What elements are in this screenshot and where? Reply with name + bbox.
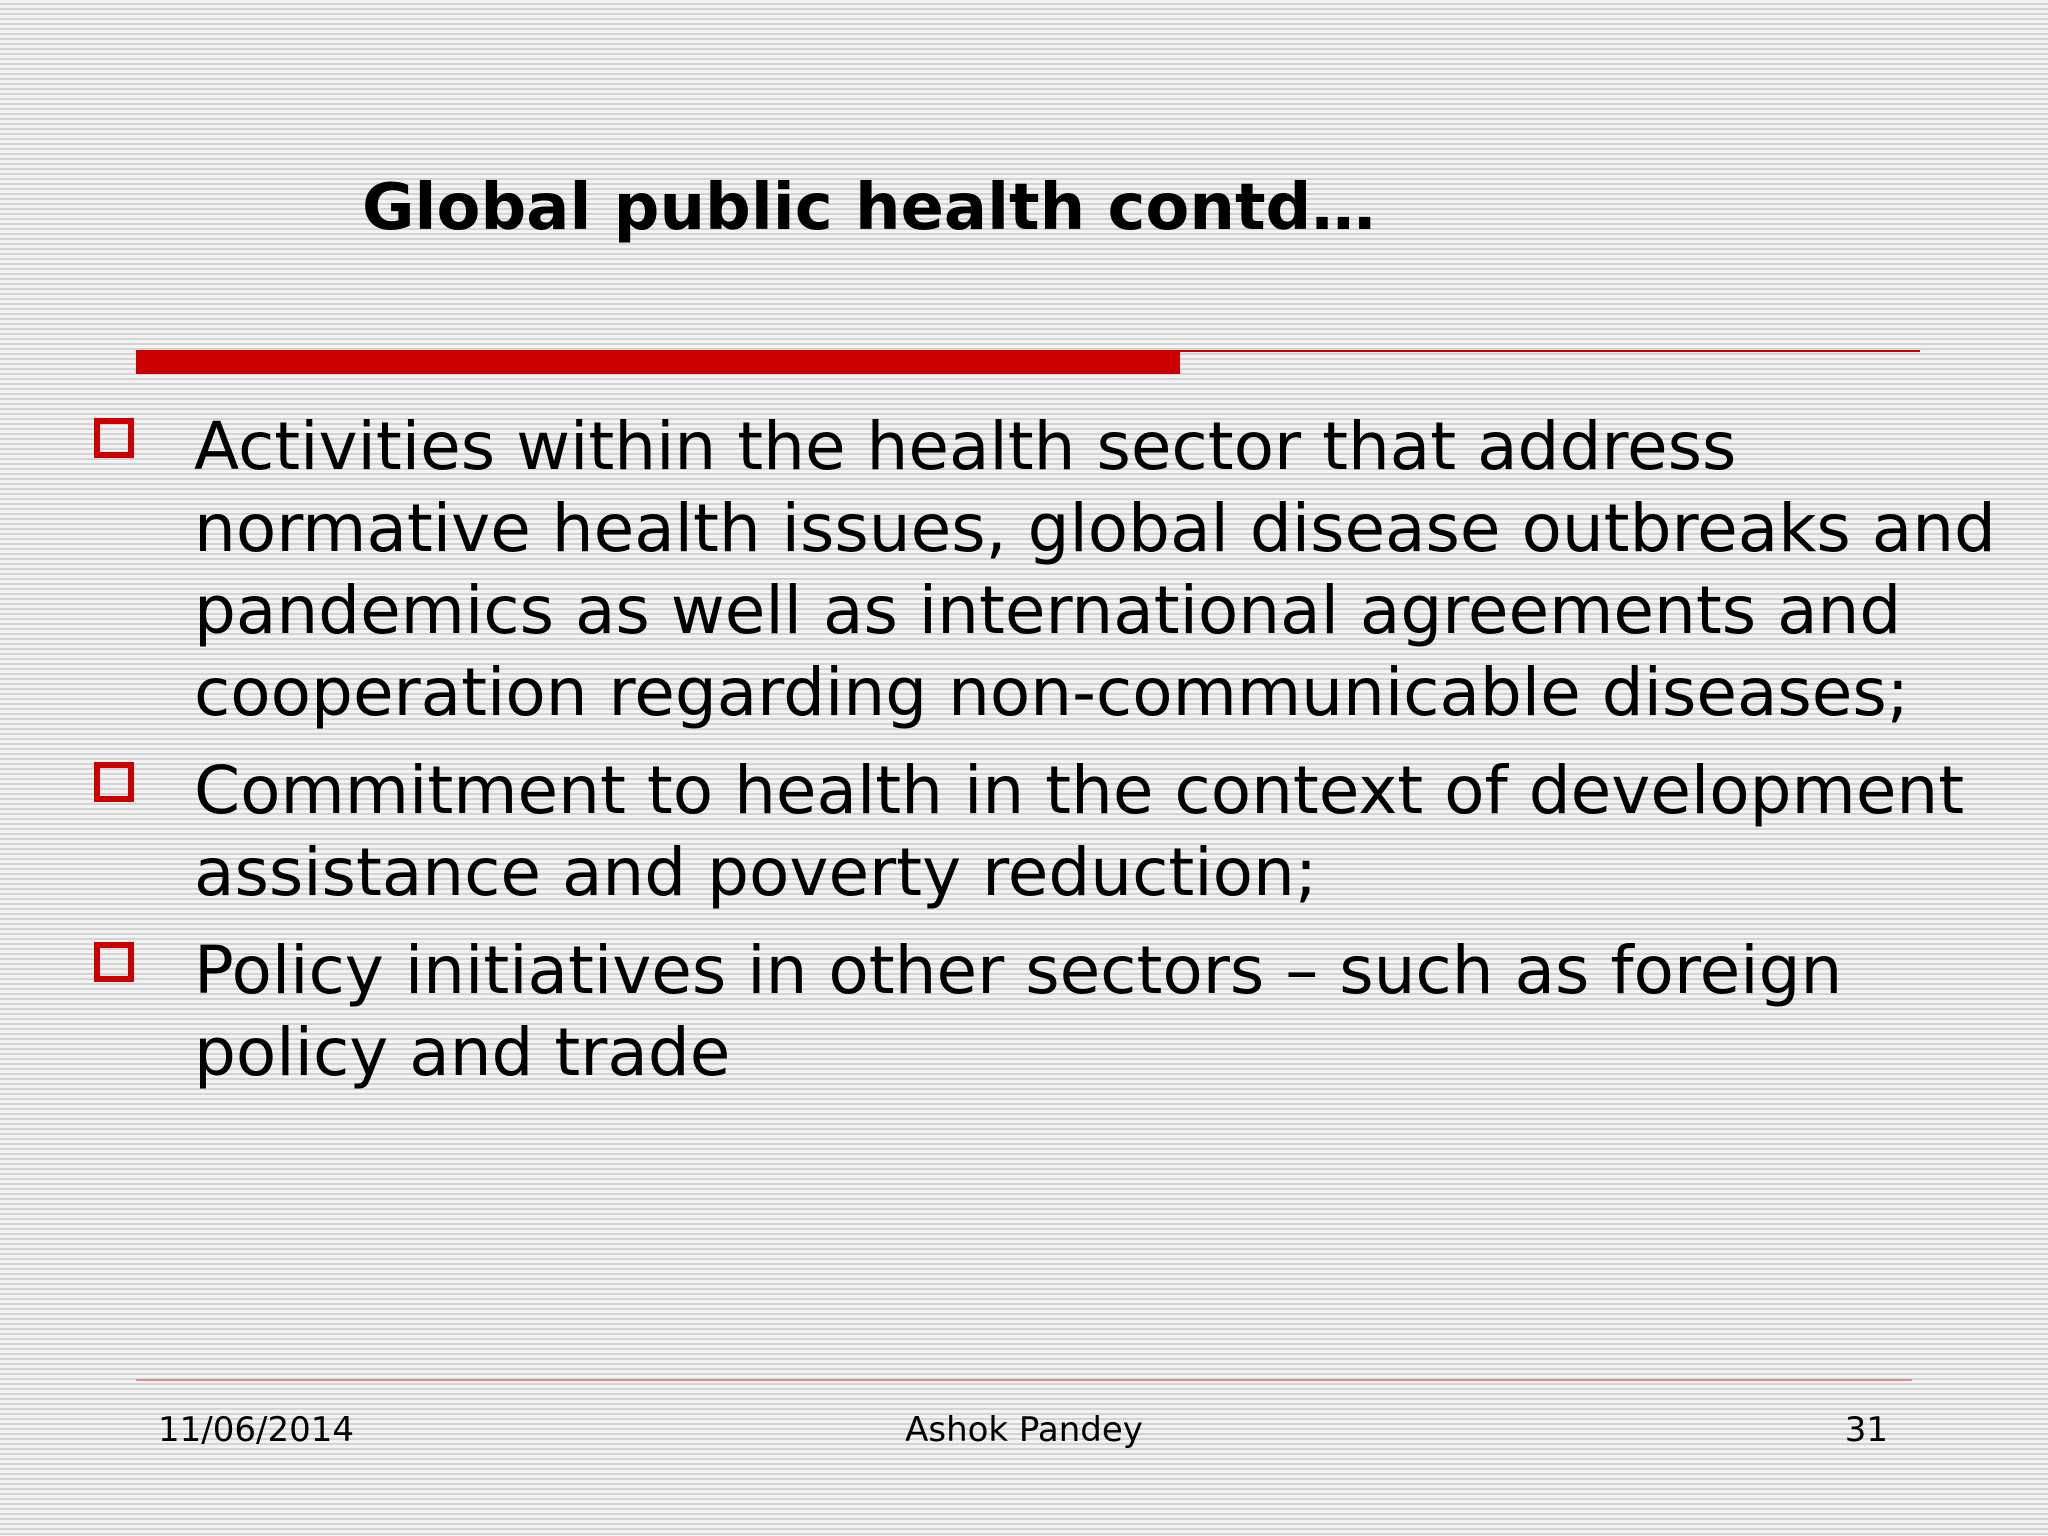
slide-title: Global public health contd… [362,171,1376,245]
slide-number: 31 [1844,1410,1888,1450]
hollow-square-bullet-icon [94,418,134,458]
bullet-item [0,406,2048,734]
hollow-square-bullet-icon [94,942,134,982]
footer-divider [136,1379,1912,1381]
bullet-text: Commitment to health in the context of development assistance and poverty reduction; [194,752,1965,911]
bullet-list [0,406,2048,1110]
bullet-item [0,930,2048,1094]
title-underline-thick [136,350,1180,374]
title-underline-thin [1180,350,1920,352]
footer-date: 11/06/2014 [158,1410,354,1450]
footer-author: Ashok Pandey [905,1410,1143,1450]
bullet-text: Activities within the health sector that address normative health issues, global disease outbreaks and pandemics as well as international agreements and cooperation regarding non-communicable diseases; [194,408,1996,731]
hollow-square-bullet-icon [94,762,134,802]
bullet-item [0,750,2048,914]
bullet-text: Policy initiatives in other sectors – such as foreign policy and trade [194,932,1843,1091]
